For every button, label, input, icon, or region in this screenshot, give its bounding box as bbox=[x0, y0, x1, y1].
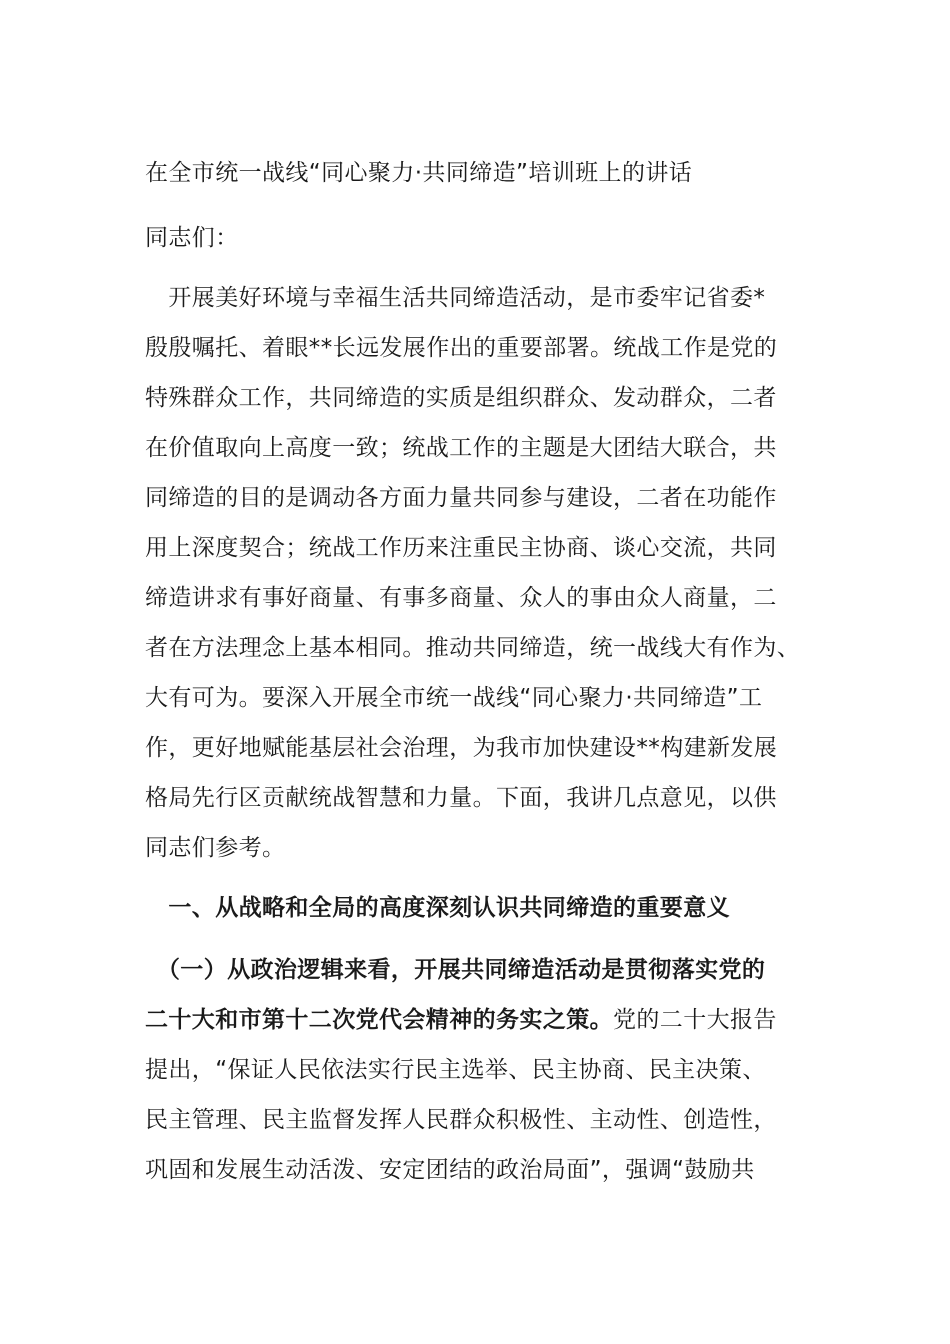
intro-line: 同志们参考。 bbox=[145, 835, 286, 861]
intro-line: 开展美好环境与幸福生活共同缔造活动，是市委牢记省委* bbox=[145, 285, 766, 311]
body-line: 民主管理、民主监督发挥人民群众积极性、主动性、创造性， bbox=[145, 1107, 777, 1133]
intro-line: 大有可为。要深入开展全市统一战线“同心聚力·共同缔造”工 bbox=[145, 685, 763, 711]
intro-line: 用上深度契合；统战工作历来注重民主协商、谈心交流，共同 bbox=[145, 535, 777, 561]
intro-line: 格局先行区贡献统战智慧和力量。下面，我讲几点意见，以供 bbox=[145, 785, 777, 811]
intro-line: 者在方法理念上基本相同。推动共同缔造，统一战线大有作为、 bbox=[145, 635, 801, 661]
document-title: 在全市统一战线“同心聚力·共同缔造”培训班上的讲话 bbox=[145, 160, 693, 186]
subsection-heading-tail: 二十大和市第十二次党代会精神的务实之策。 bbox=[145, 1007, 613, 1033]
subsection-line bbox=[145, 1005, 825, 1035]
intro-line: 在价值取向上高度一致；统战工作的主题是大团结大联合，共 bbox=[145, 435, 777, 461]
section-heading: 一、从战略和全局的高度深刻认识共同缔造的重要意义 bbox=[145, 895, 730, 921]
intro-line: 殷殷嘱托、着眼**长远发展作出的重要部署。统战工作是党的 bbox=[145, 335, 778, 361]
greeting: 同志们： bbox=[145, 225, 239, 251]
intro-line: 特殊群众工作，共同缔造的实质是组织群众、发动群众，二者 bbox=[145, 385, 777, 411]
body-line: 巩固和发展生动活泼、安定团结的政治局面”，强调“鼓励共 bbox=[145, 1157, 755, 1183]
intro-line: 缔造讲求有事好商量、有事多商量、众人的事由众人商量，二 bbox=[145, 585, 777, 611]
subsection-heading-line: （一）从政治逻辑来看，开展共同缔造活动是贯彻落实党的 bbox=[145, 957, 766, 983]
body-line: 提出，“保证人民依法实行民主选举、民主协商、民主决策、 bbox=[145, 1057, 766, 1083]
intro-line: 作，更好地赋能基层社会治理，为我市加快建设**构建新发展 bbox=[145, 735, 778, 761]
intro-line: 同缔造的目的是调动各方面力量共同参与建设，二者在功能作 bbox=[145, 485, 777, 511]
subsection-text: 党的二十大报告 bbox=[613, 1007, 777, 1033]
